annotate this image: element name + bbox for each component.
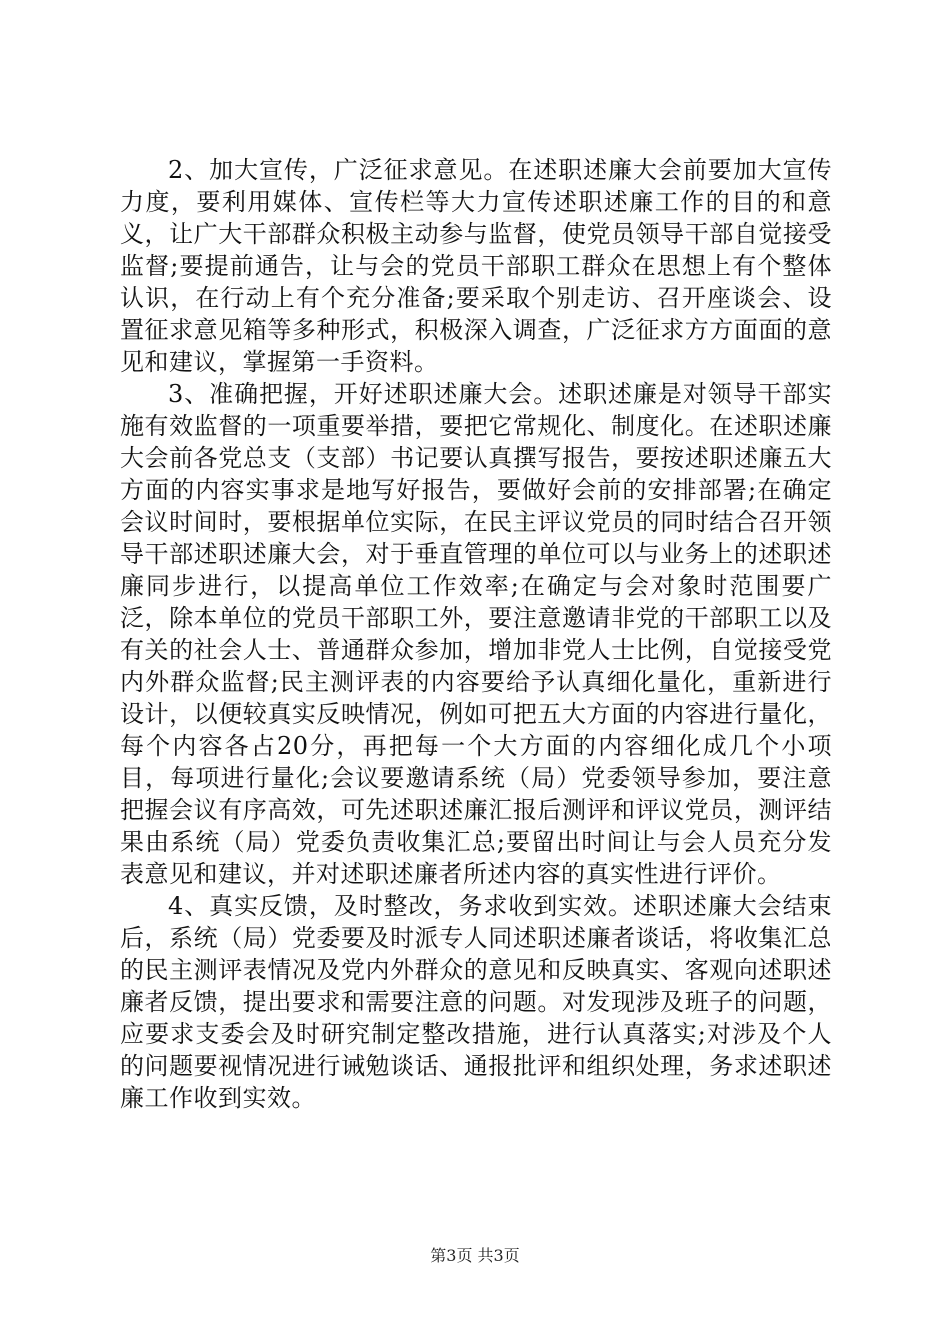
paragraph-4: 4、真实反馈，及时整改，务求收到实效。述职述廉大会结束后，系统（局）党委要及时派专人同述职述廉者谈话，将收集汇总的民主测评表情况及党内外群众的意见和反映真实、客观向述职述廉者反馈，提出要求和需要注意的问题。对发现涉及班子的问题，应要求支委会及时研究制定整改措施，进行认真落实;对涉及个人的问题要视情况进行诫勉谈话、通报批评和组织处理，务求述职述廉工作收到实效。 [120,892,832,1112]
page-footer: 第3页 共3页 [430,1246,520,1265]
document-body [120,154,832,1114]
paragraph-3: 3、准确把握，开好述职述廉大会。述职述廉是对领导干部实施有效监督的一项重要举措，要把它常规化、制度化。在述职述廉大会前各党总支（支部）书记要认真撰写报告，要按述职述廉五大方面的内容实事求是地写好报告，要做好会前的安排部署;在确定会议时间时，要根据单位实际，在民主评议党员的同时结合召开领导干部述职述廉大会，对于垂直管理的单位可以与业务上的述职述廉同步进行，以提高单位工作效率;在确定与会对象时范围要广泛，除本单位的党员干部职工外，要注意邀请非党的干部职工以及有关的社会人士、普通群众参加，增加非党人士比例，自觉接受党内外群众监督;民主测评表的内容要给予认真细化量化，重新进行设计，以便较真实反映情况，例如可把五大方面的内容进行量化，每个内容各占20分，再把每一个大方面的内容细化成几个小项目，每项进行量化;会议要邀请系统（局）党委领导参加，要注意把握会议有序高效，可先述职述廉汇报后测评和评议党员，测评结果由系统（局）党委负责收集汇总;要留出时间让与会人员充分发表意见和建议，并对述职述廉者所述内容的真实性进行评价。 [120,380,832,888]
paragraph-2: 2、加大宣传，广泛征求意见。在述职述廉大会前要加大宣传力度，要利用媒体、宣传栏等大力宣传述职述廉工作的目的和意义，让广大干部群众积极主动参与监督，使党员领导干部自觉接受监督;要提前通告，让与会的党员干部职工群众在思想上有个整体认识，在行动上有个充分准备;要采取个别走访、召开座谈会、设置征求意见箱等多种形式，积极深入调查，广泛征求方方面面的意见和建议，掌握第一手资料。 [120,156,832,376]
